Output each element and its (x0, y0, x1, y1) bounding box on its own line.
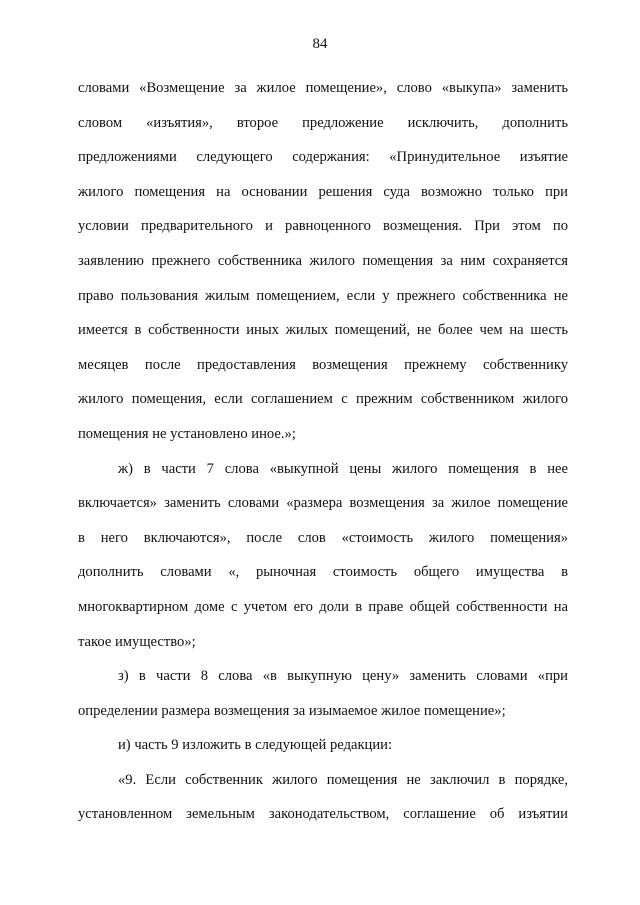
text-line: и) часть 9 изложить в следующей редакции: (118, 737, 393, 754)
text-line: словами «Возмещение за жилое помещение», слово «выкупа» заменить (78, 80, 568, 96)
text-line: жилого помещения, если соглашением с прежним собственником жилого (78, 391, 568, 408)
text-line: словом «изъятия», второе предложение исключить, дополнить (78, 114, 568, 131)
text-line: жилого помещения на основании решения суда возможно только при (78, 183, 568, 200)
text-line: месяцев после предоставления возмещения прежнему собственнику (78, 356, 568, 373)
text-line: многоквартирном доме с учетом его доли в праве общей собственности на (78, 598, 568, 615)
text-line: з) в части 8 слова «в выкупную цену» заменить словами «при (118, 668, 568, 685)
document-body (78, 71, 568, 832)
text-line: определении размера возмещения за изымаемое жилое помещение»; (78, 702, 506, 719)
text-line: условии предварительного и равноценного возмещения. При этом по (78, 218, 568, 235)
text-line: право пользования жилым помещением, если у прежнего собственника не (78, 287, 568, 304)
text-line: такое имущество»; (78, 633, 196, 650)
text-line: имеется в собственности иных жилых помещений, не более чем на шесть (78, 322, 568, 339)
text-line: помещения не установлено иное.»; (78, 425, 296, 442)
text-line: заявлению прежнего собственника жилого помещения за ним сохраняется (78, 252, 568, 269)
text-line: включается» заменить словами «размера возмещения за жилое помещение (78, 495, 568, 512)
text-line: «9. Если собственник жилого помещения не заключил в порядке, (118, 771, 568, 788)
page-number: 84 (312, 36, 328, 52)
text-line: предложениями следующего содержания: «Принудительное изъятие (78, 149, 568, 166)
text-line: установленном земельным законодательством, соглашение об изъятии (78, 806, 568, 823)
text-line: в него включаются», после слов «стоимость жилого помещения» (78, 529, 568, 546)
text-line: ж) в части 7 слова «выкупной цены жилого помещения в нее (118, 460, 568, 477)
text-line: дополнить словами «, рыночная стоимость общего имущества в (78, 564, 568, 581)
